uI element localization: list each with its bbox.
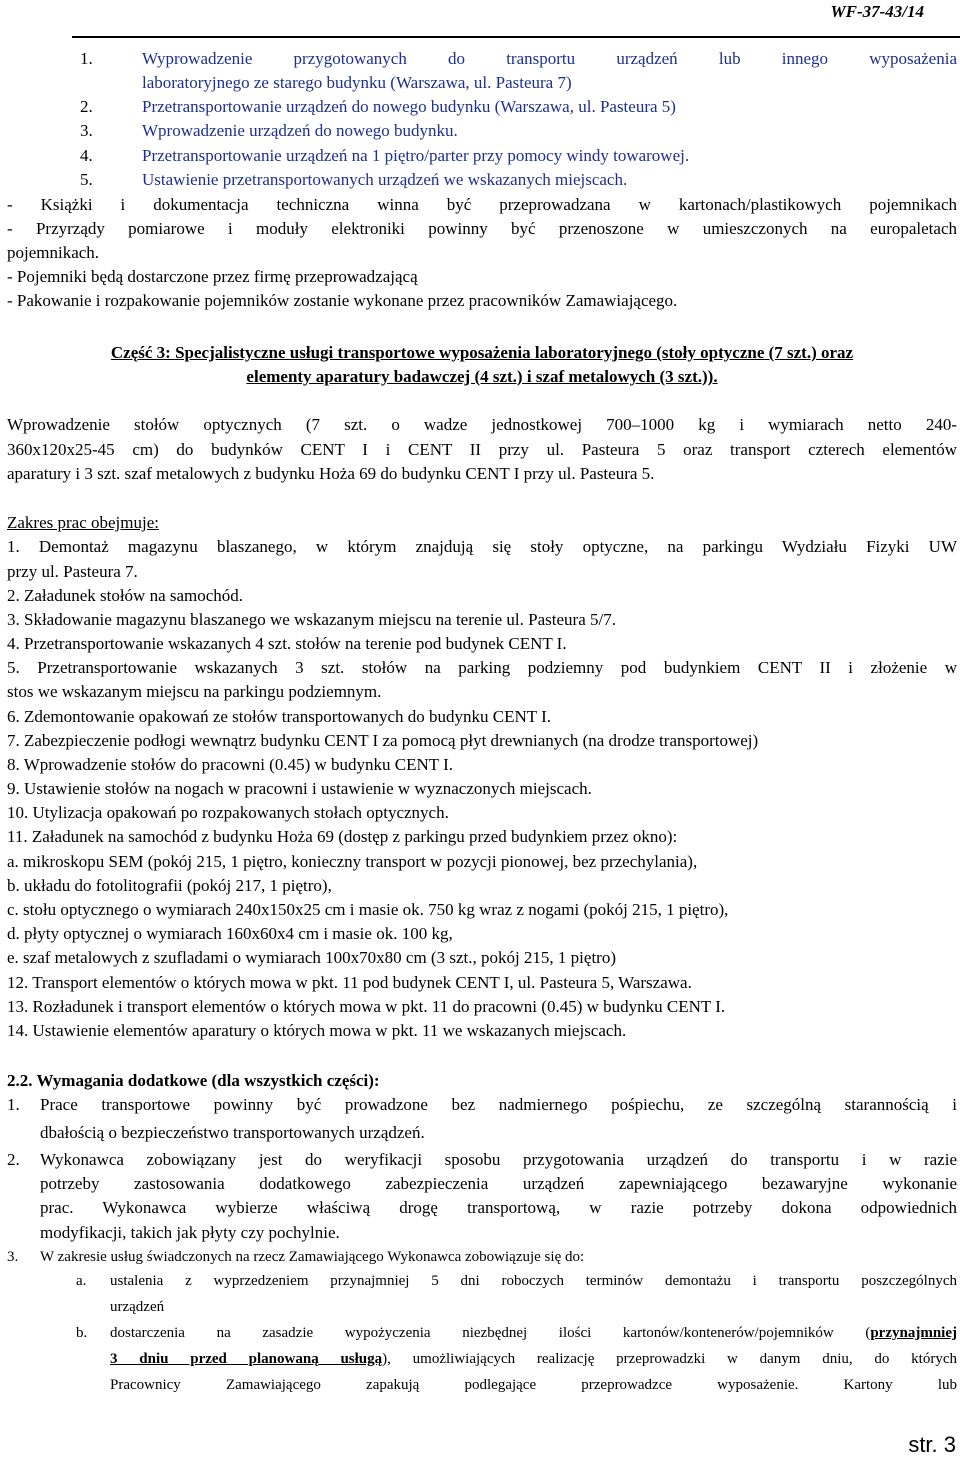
part3-desc-line-1: Wprowadzenie stołów optycznych (7 szt. o wadze jednostkowej 700–1000 kg i wymiarach netto 240-	[7, 415, 957, 434]
req-3b-line-3: Pracownicy Zamawiającego zapakują podlegające przeprowadzce wyposażenie. Kartony lub	[110, 1377, 957, 1393]
scope-line: c. stołu optycznego o wymiarach 240x150x25 cm i masie ok. 750 kg wraz z nogami (pokój 215, 1 piętro),	[7, 900, 729, 919]
intro-item-1-line-1: Wyprowadzenie przygotowanych do transportu urządzeń lub innego wyposażenia	[142, 49, 957, 68]
note-instruments-line-2: pojemnikach.	[7, 243, 100, 262]
intro-item-4: Przetransportowanie urządzeń na 1 piętro/parter przy pomocy windy towarowej.	[142, 146, 690, 165]
header-rule	[72, 36, 960, 38]
scope-line: 4. Przetransportowanie wskazanych 4 szt. stołów na terenie pod budynek CENT I.	[7, 634, 567, 653]
req-3a-num: a.	[76, 1273, 87, 1289]
scope-line: 3. Składowanie magazynu blaszanego we wskazanym miejscu na terenie ul. Pasteura 5/7.	[7, 610, 616, 629]
intro-num-3: 3.	[80, 121, 93, 140]
intro-num-5: 5.	[80, 170, 93, 189]
scope-line: b. układu do fotolitografii (pokój 217, 1 piętro),	[7, 876, 332, 895]
note-instruments-line-1: - Przyrządy pomiarowe i moduły elektroniki powinny być przenoszone w umieszczonych na europaletach	[7, 219, 957, 238]
req-3b-num: b.	[76, 1325, 88, 1341]
note-containers: - Pojemniki będą dostarczone przez firmę przeprowadzającą	[7, 267, 418, 286]
document-code: WF-37-43/14	[830, 2, 924, 21]
req-1-line: dbałością o bezpieczeństwo transportowanych urządzeń.	[40, 1123, 425, 1142]
scope-line: 1. Demontaż magazynu blaszanego, w którym znajdują się stoły optyczne, na parkingu Wydziału Fizyki UW	[7, 537, 957, 556]
req-3b-line-1	[110, 1322, 957, 1344]
scope-line: stos we wskazanym miejscu na parkingu podziemnym.	[7, 682, 382, 701]
section-2-2-heading: 2.2. Wymagania dodatkowe (dla wszystkich części):	[7, 1071, 380, 1090]
req-num-3: 3.	[7, 1249, 19, 1265]
req-3b-line-2	[110, 1348, 957, 1370]
part3-desc-line-3: aparatury i 3 szt. szaf metalowych z budynku Hoża 69 do budynku CENT I przy ul. Pasteura 5.	[7, 464, 655, 483]
scope-heading: Zakres prac obejmuje:	[7, 513, 159, 532]
req-num-1: 1.	[7, 1095, 20, 1114]
req-3a-line: ustalenia z wyprzedzeniem przynajmniej 5 dni roboczych terminów demontażu i transportu poszczególnych	[110, 1273, 957, 1289]
part3-desc-line-2: 360x120x25-45 cm) do budynków CENT I i CENT II przy ul. Pasteura 5 oraz transport czterech elementów	[7, 440, 957, 459]
intro-num-1: 1.	[80, 49, 93, 68]
scope-line: e. szaf metalowych z szufladami o wymiarach 100x70x80 cm (3 szt., pokój 215, 1 piętro)	[7, 948, 616, 967]
scope-line: d. płyty optycznej o wymiarach 160x60x4 cm i masie ok. 100 kg,	[7, 924, 453, 943]
req-2-line: modyfikacji, takich jak płyty czy pochylnie.	[40, 1223, 340, 1242]
req-3b-emphasis: przynajmniej	[870, 1325, 957, 1341]
req-3b-text: dostarczenia na zasadzie wypożyczenia niezbędnej ilości kartonów/kontenerów/pojemników (	[110, 1325, 871, 1341]
req-3b-emphasis: 3 dniu przed planowaną usługą	[110, 1351, 383, 1367]
intro-num-4: 4.	[80, 146, 93, 165]
scope-line: a. mikroskopu SEM (pokój 215, 1 piętro, konieczny transport w pozycji pionowej, bez przechylania),	[7, 852, 698, 871]
intro-item-5: Ustawienie przetransportowanych urządzeń we wskazanych miejscach.	[142, 170, 628, 189]
intro-item-2: Przetransportowanie urządzeń do nowego budynku (Warszawa, ul. Pasteura 5)	[142, 97, 676, 116]
scope-line: 10. Utylizacja opakowań po rozpakowanych stołach optycznych.	[7, 803, 449, 822]
req-3b-text: ), umożliwiających realizację przeprowadzki w danym dniu, do których	[382, 1351, 957, 1367]
part3-title-line-1: Część 3: Specjalistyczne usługi transportowe wyposażenia laboratoryjnego (stoły optyczne (7 szt.) oraz	[110, 343, 854, 362]
scope-line: 2. Załadunek stołów na samochód.	[7, 586, 244, 605]
note-packing: - Pakowanie i rozpakowanie pojemników zostanie wykonane przez pracowników Zamawiającego.	[7, 291, 678, 310]
page-number: str. 3	[908, 1432, 956, 1457]
scope-line: 11. Załadunek na samochód z budynku Hoża 69 (dostęp z parkingu przed budynkiem przez okno):	[7, 827, 678, 846]
scope-line: 8. Wprowadzenie stołów do pracowni (0.45) w budynku CENT I.	[7, 755, 454, 774]
req-3-line: W zakresie usług świadczonych na rzecz Zamawiającego Wykonawca zobowiązuje się do:	[40, 1249, 585, 1265]
req-2-line: Wykonawca zobowiązany jest do weryfikacji sposobu przygotowania urządzeń do transportu i w razie	[40, 1150, 957, 1169]
scope-line: 6. Zdemontowanie opakowań ze stołów transportowanych do budynku CENT I.	[7, 707, 552, 726]
intro-item-1-line-2: laboratoryjnego ze starego budynku (Warszawa, ul. Pasteura 7)	[142, 73, 572, 92]
req-2-line: prac. Wykonawca wybierze właściwą drogę transportową, w razie potrzeby dokona odpowiednich	[40, 1198, 957, 1217]
part3-title-line-2: elementy aparatury badawczej (4 szt.) i szaf metalowych (3 szt.)).	[246, 367, 718, 386]
scope-line: 5. Przetransportowanie wskazanych 3 szt. stołów na parking podziemny pod budynkiem CENT II i złożenie w	[7, 658, 957, 677]
req-2-line: potrzeby zastosowania dodatkowego zabezpieczenia urządzeń zapewniającego bezawaryjne wykonanie	[40, 1174, 957, 1193]
scope-line: 9. Ustawienie stołów na nogach w pracowni i ustawienie w wyznaczonych miejscach.	[7, 779, 592, 798]
intro-item-3: Wprowadzenie urządzeń do nowego budynku.	[142, 121, 458, 140]
scope-line: przy ul. Pasteura 7.	[7, 562, 138, 581]
req-num-2: 2.	[7, 1150, 20, 1169]
req-3a-line: urządzeń	[110, 1299, 165, 1315]
scope-line: 13. Rozładunek i transport elementów o których mowa w pkt. 11 do pracowni (0.45) w budynku CENT I.	[7, 997, 726, 1016]
note-books: - Książki i dokumentacja techniczna winna być przeprowadzana w kartonach/plastikowych pojemnikach	[7, 195, 957, 214]
scope-line: 7. Zabezpieczenie podłogi wewnątrz budynku CENT I za pomocą płyt drewnianych (na drodze transportowej)	[7, 731, 759, 750]
scope-line: 12. Transport elementów o których mowa w pkt. 11 pod budynek CENT I, ul. Pasteura 5, Warszawa.	[7, 973, 692, 992]
req-1-line: Prace transportowe powinny być prowadzone bez nadmiernego pośpiechu, ze szczególną starannością i	[40, 1095, 957, 1114]
intro-num-2: 2.	[80, 97, 93, 116]
scope-line: 14. Ustawienie elementów aparatury o których mowa w pkt. 11 we wskazanych miejscach.	[7, 1021, 627, 1040]
